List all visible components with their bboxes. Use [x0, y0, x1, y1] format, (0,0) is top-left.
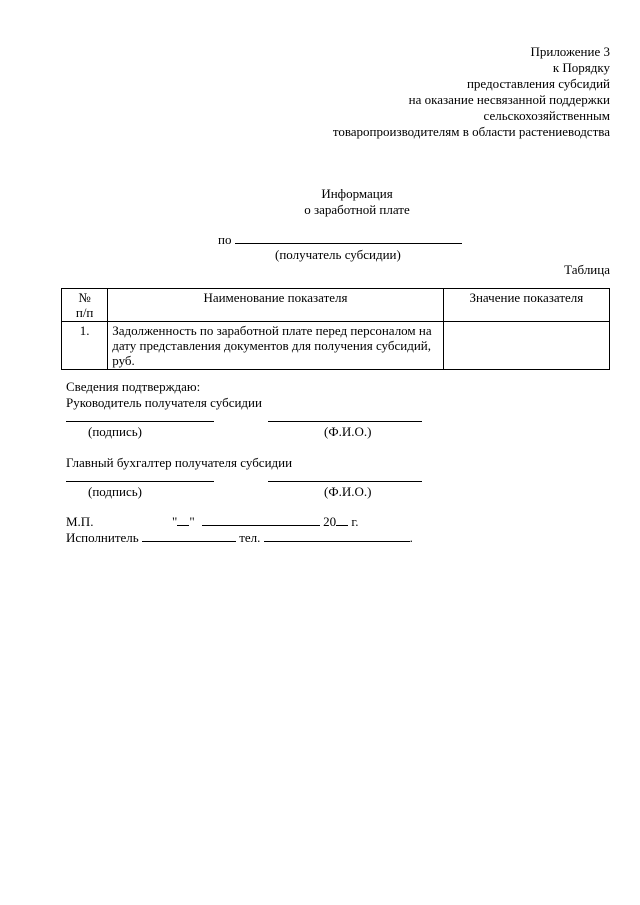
- accountant-sign-caption: (подпись): [88, 484, 142, 499]
- accountant-name-caption: (Ф.И.О.): [324, 484, 372, 499]
- executor-field: [66, 530, 413, 546]
- date-quote-close: ": [189, 514, 195, 529]
- accountant-name-line[interactable]: [268, 481, 422, 482]
- appendix-line: предоставления субсидий: [466, 76, 610, 91]
- head-name-caption: (Ф.И.О.): [324, 424, 372, 439]
- head-name-line[interactable]: [268, 421, 422, 422]
- recipient-prefix: по: [218, 232, 232, 247]
- title-line-1: Информация: [321, 186, 393, 201]
- head-signature-line[interactable]: [66, 421, 214, 422]
- row-indicator-value[interactable]: [443, 322, 609, 370]
- stamp-label: М.П.: [66, 514, 94, 529]
- accountant-label: Главный бухгалтер получателя субсидии: [66, 455, 293, 470]
- recipient-field: [218, 232, 462, 248]
- table-label: Таблица: [564, 262, 610, 277]
- header-indicator-value: Значение показателя: [443, 289, 609, 322]
- accountant-signature-line[interactable]: [66, 481, 214, 482]
- table-row: [62, 322, 610, 370]
- title-line-2: о заработной плате: [304, 202, 410, 217]
- year-prefix: 20: [323, 514, 337, 529]
- end-mark: .: [409, 530, 413, 545]
- head-sign-caption: (подпись): [88, 424, 142, 439]
- table-header-row: [62, 289, 610, 322]
- indicator-table: [61, 288, 610, 370]
- row-number: 1.: [62, 322, 108, 370]
- date-quote-open: ": [172, 514, 178, 529]
- phone-blank[interactable]: [264, 530, 410, 542]
- year-blank[interactable]: [336, 514, 348, 526]
- appendix-header: [333, 44, 610, 140]
- head-label: Руководитель получателя субсидии: [66, 395, 262, 410]
- appendix-line: сельскохозяйственным: [483, 108, 610, 123]
- recipient-caption: (получатель субсидии): [275, 247, 401, 262]
- document-title: [0, 186, 640, 218]
- appendix-line: Приложение 3: [530, 44, 610, 59]
- phone-label: тел.: [239, 530, 261, 545]
- confirm-heading: Сведения подтверждаю:: [66, 379, 201, 394]
- recipient-blank: [235, 232, 462, 244]
- appendix-line: к Порядку: [552, 60, 610, 75]
- day-blank[interactable]: [177, 514, 189, 526]
- executor-label: Исполнитель: [66, 530, 139, 545]
- month-blank[interactable]: [202, 514, 320, 526]
- header-number: № п/п: [62, 289, 108, 322]
- executor-blank[interactable]: [142, 530, 236, 542]
- row-indicator-name: Задолженность по заработной плате перед персоналом на дату представления документов для получения субсидий, руб.: [108, 322, 443, 370]
- date-field: [172, 514, 359, 530]
- appendix-line: товаропроизводителям в области растениеводства: [332, 124, 610, 139]
- appendix-line: на оказание несвязанной поддержки: [408, 92, 610, 107]
- year-suffix: г.: [351, 514, 359, 529]
- header-indicator-name: Наименование показателя: [108, 289, 443, 322]
